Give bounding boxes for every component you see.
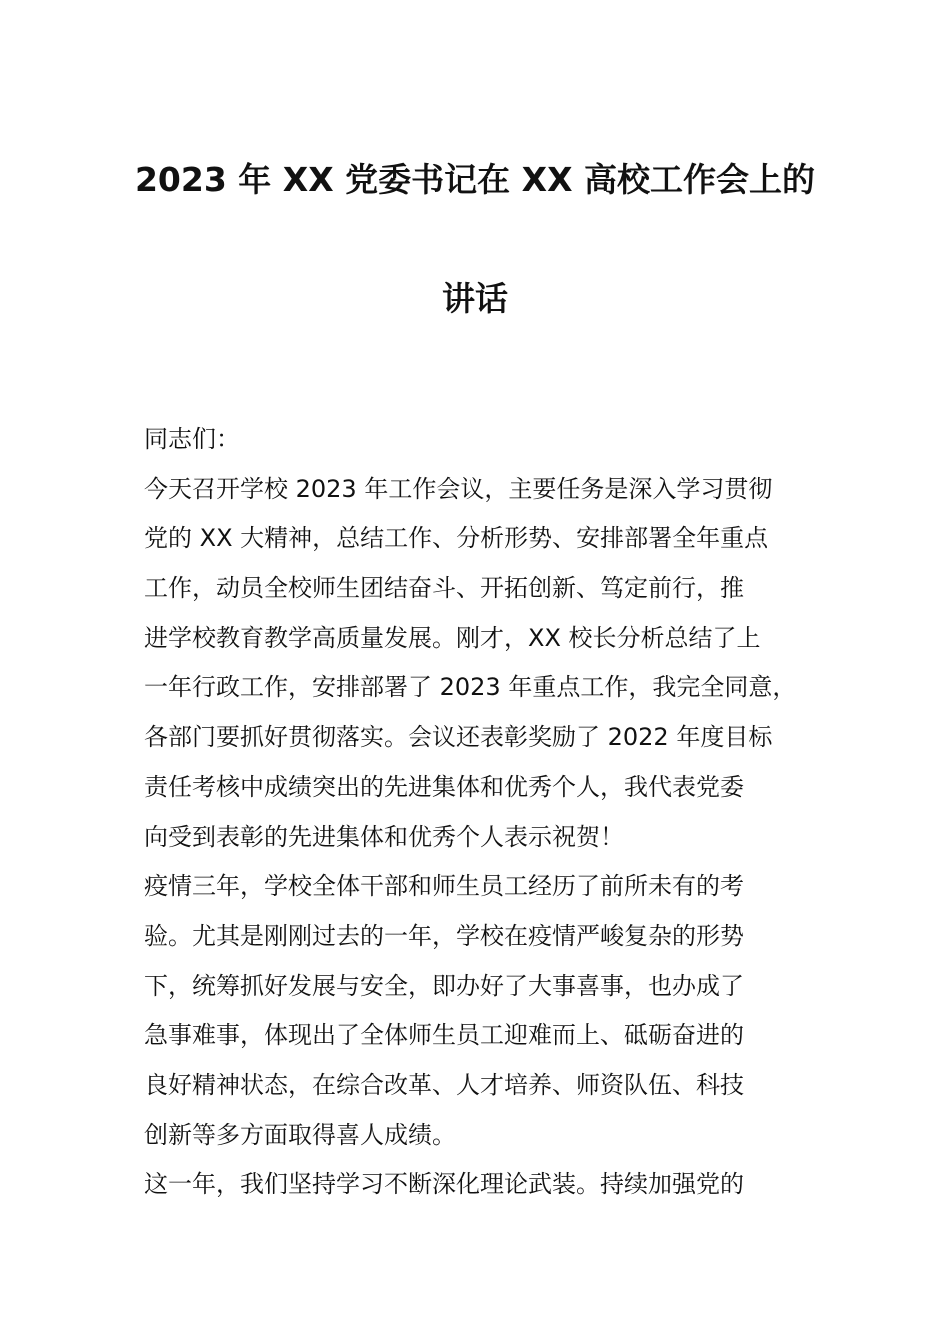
body-line: 责任考核中成绩突出的先进集体和优秀个人，我代表党委 xyxy=(144,772,744,801)
body-line: 创新等多方面取得喜人成绩。 xyxy=(144,1120,456,1149)
body-line: 良好精神状态，在综合改革、人才培养、师资队伍、科技 xyxy=(144,1070,744,1099)
body-line: 这一年，我们坚持学习不断深化理论武装。持续加强党的 xyxy=(144,1170,744,1199)
body-line: 验。尤其是刚刚过去的一年，学校在疫情严峻复杂的形势 xyxy=(144,921,744,950)
body-line: 今天召开学校 2023 年工作会议，主要任务是深入学习贯彻 xyxy=(144,474,773,503)
body-line: 下，统筹抓好发展与安全，即办好了大事喜事，也办成了 xyxy=(144,971,744,1000)
body-line: 进学校教育教学高质量发展。刚才，XX 校长分析总结了上 xyxy=(144,623,761,652)
salutation-line: 同志们： xyxy=(144,425,240,453)
body-line: 党的 XX 大精神，总结工作、分析形势、安排部署全年重点 xyxy=(144,524,769,553)
body-line: 各部门要抓好贯彻落实。会议还表彰奖励了 2022 年度目标 xyxy=(144,723,773,752)
document-title-line-1: 2023 年 XX 党委书记在 XX 高校工作会上的 xyxy=(134,160,816,199)
document-body xyxy=(144,415,834,1210)
body-line: 向受到表彰的先进集体和优秀个人表示祝贺！ xyxy=(144,822,624,851)
body-line: 一年行政工作，安排部署了 2023 年重点工作，我完全同意， xyxy=(144,673,797,702)
document-title-line-2: 讲话 xyxy=(442,279,508,318)
body-line: 工作，动员全校师生团结奋斗、开拓创新、笃定前行，推 xyxy=(144,574,744,603)
body-line: 疫情三年，学校全体干部和师生员工经历了前所未有的考 xyxy=(144,872,744,901)
body-line: 急事难事，体现出了全体师生员工迎难而上、砥砺奋进的 xyxy=(144,1021,744,1050)
